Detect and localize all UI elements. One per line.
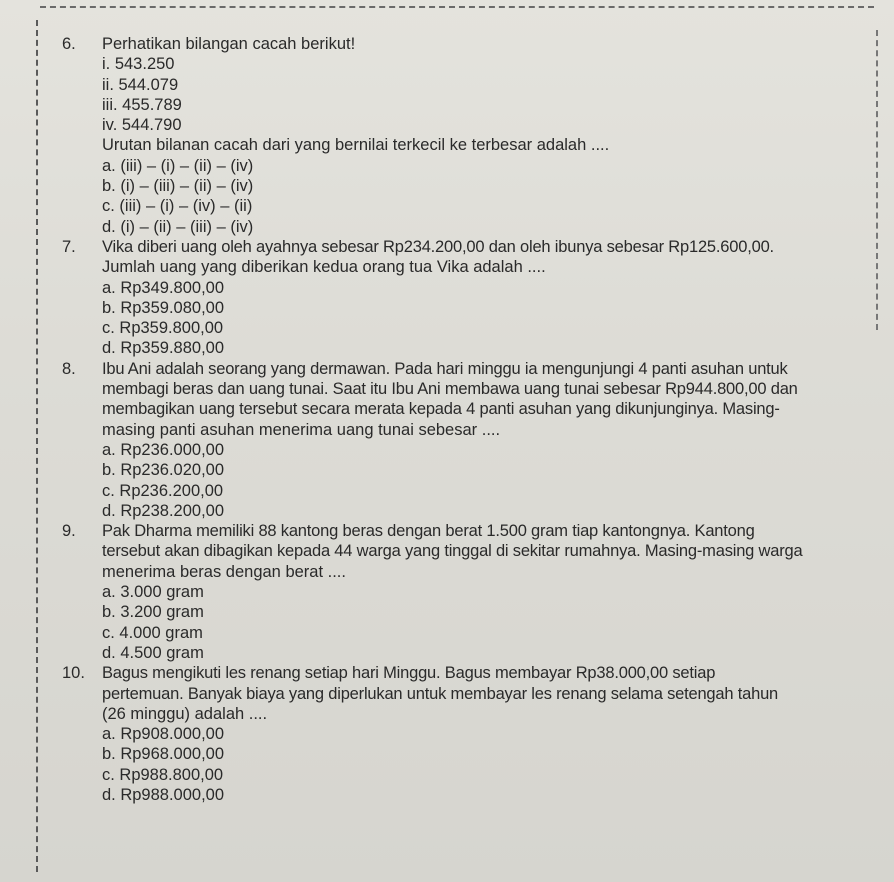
question-stem-line: Pak Dharma memiliki 88 kantong beras dengan berat 1.500 gram tiap kantongnya. Kantong bbox=[102, 522, 755, 541]
question-number: 6. bbox=[62, 35, 76, 53]
answer-option: a. (iii) – (i) – (ii) – (iv) bbox=[102, 156, 254, 175]
question-stem-line: masing panti asuhan menerima uang tunai sebesar .... bbox=[102, 420, 501, 439]
question-stem-line: menerima beras dengan berat .... bbox=[102, 562, 346, 581]
question-stem-line: Vika diberi uang oleh ayahnya sebesar Rp234.200,00 dan oleh ibunya sebesar Rp125.600,00. bbox=[102, 237, 774, 256]
list-item: i. 543.250 bbox=[102, 55, 175, 74]
question-number: 9. bbox=[62, 522, 76, 541]
question-8 bbox=[62, 359, 888, 521]
answer-option: d. (i) – (ii) – (iii) – (iv) bbox=[102, 217, 254, 236]
dashed-left-border bbox=[36, 20, 38, 872]
list-item: iv. 544.790 bbox=[102, 116, 182, 135]
list-item: iii. 455.789 bbox=[102, 95, 182, 114]
question-number: 7. bbox=[62, 237, 76, 256]
answer-option: a. Rp349.800,00 bbox=[102, 278, 225, 297]
answer-option: b. (i) – (iii) – (ii) – (iv) bbox=[102, 177, 254, 196]
answer-option: b. Rp236.020,00 bbox=[102, 461, 225, 480]
answer-option: a. 3.000 gram bbox=[102, 583, 204, 602]
answer-option: a. Rp236.000,00 bbox=[102, 440, 225, 459]
answer-option: c. Rp359.800,00 bbox=[102, 319, 224, 338]
question-7 bbox=[62, 237, 888, 359]
answer-option: d. Rp359.880,00 bbox=[102, 339, 225, 358]
question-prompt: Urutan bilanan cacah dari yang bernilai terkecil ke terbesar adalah .... bbox=[102, 136, 610, 155]
answer-option: c. 4.000 gram bbox=[102, 623, 203, 642]
question-9 bbox=[62, 521, 888, 663]
question-list bbox=[62, 34, 888, 805]
number-list bbox=[102, 54, 888, 135]
question-stem-line: membagikan uang tersebut secara merata kepada 4 panti asuhan yang dikunjunginya. Masing- bbox=[102, 400, 780, 419]
question-stem-line: pertemuan. Banyak biaya yang diperlukan untuk membayar les renang selama setengah tahun bbox=[102, 684, 779, 703]
question-6 bbox=[62, 34, 888, 237]
dashed-top-border bbox=[40, 6, 874, 8]
answer-options bbox=[102, 582, 888, 663]
question-stem-line: (26 minggu) adalah .... bbox=[102, 704, 268, 723]
answer-option: c. (iii) – (i) – (iv) – (ii) bbox=[102, 197, 253, 216]
question-stem-line: membagi beras dan uang tunai. Saat itu Ibu Ani membawa uang tunai sebesar Rp944.800,00 dan bbox=[102, 380, 798, 399]
question-number: 8. bbox=[62, 359, 76, 378]
answer-option: b. 3.200 gram bbox=[102, 603, 204, 622]
answer-option: d. Rp238.200,00 bbox=[102, 501, 225, 520]
answer-options bbox=[102, 156, 888, 237]
answer-option: a. Rp908.000,00 bbox=[102, 725, 225, 744]
answer-options bbox=[102, 278, 888, 359]
question-stem-line: tersebut akan dibagikan kepada 44 warga yang tinggal di sekitar rumahnya. Masing-masing warga bbox=[102, 542, 803, 561]
answer-option: d. 4.500 gram bbox=[102, 643, 204, 662]
question-stem-line: Ibu Ani adalah seorang yang dermawan. Pada hari minggu ia mengunjungi 4 panti asuhan untuk bbox=[102, 359, 788, 378]
question-stem-line: Bagus mengikuti les renang setiap hari Minggu. Bagus membayar Rp38.000,00 setiap bbox=[102, 664, 716, 683]
question-10 bbox=[62, 663, 888, 805]
answer-option: b. Rp359.080,00 bbox=[102, 298, 225, 317]
answer-option: d. Rp988.000,00 bbox=[102, 785, 225, 804]
list-item: ii. 544.079 bbox=[102, 75, 179, 94]
answer-options bbox=[102, 724, 888, 805]
answer-options bbox=[102, 440, 888, 521]
answer-option: c. Rp988.800,00 bbox=[102, 765, 224, 784]
question-number: 10. bbox=[62, 664, 85, 683]
answer-option: c. Rp236.200,00 bbox=[102, 481, 224, 500]
answer-option: b. Rp968.000,00 bbox=[102, 745, 225, 764]
question-stem: Perhatikan bilangan cacah berikut! bbox=[102, 35, 356, 53]
question-stem-line: Jumlah uang yang diberikan kedua orang tua Vika adalah .... bbox=[102, 258, 546, 277]
